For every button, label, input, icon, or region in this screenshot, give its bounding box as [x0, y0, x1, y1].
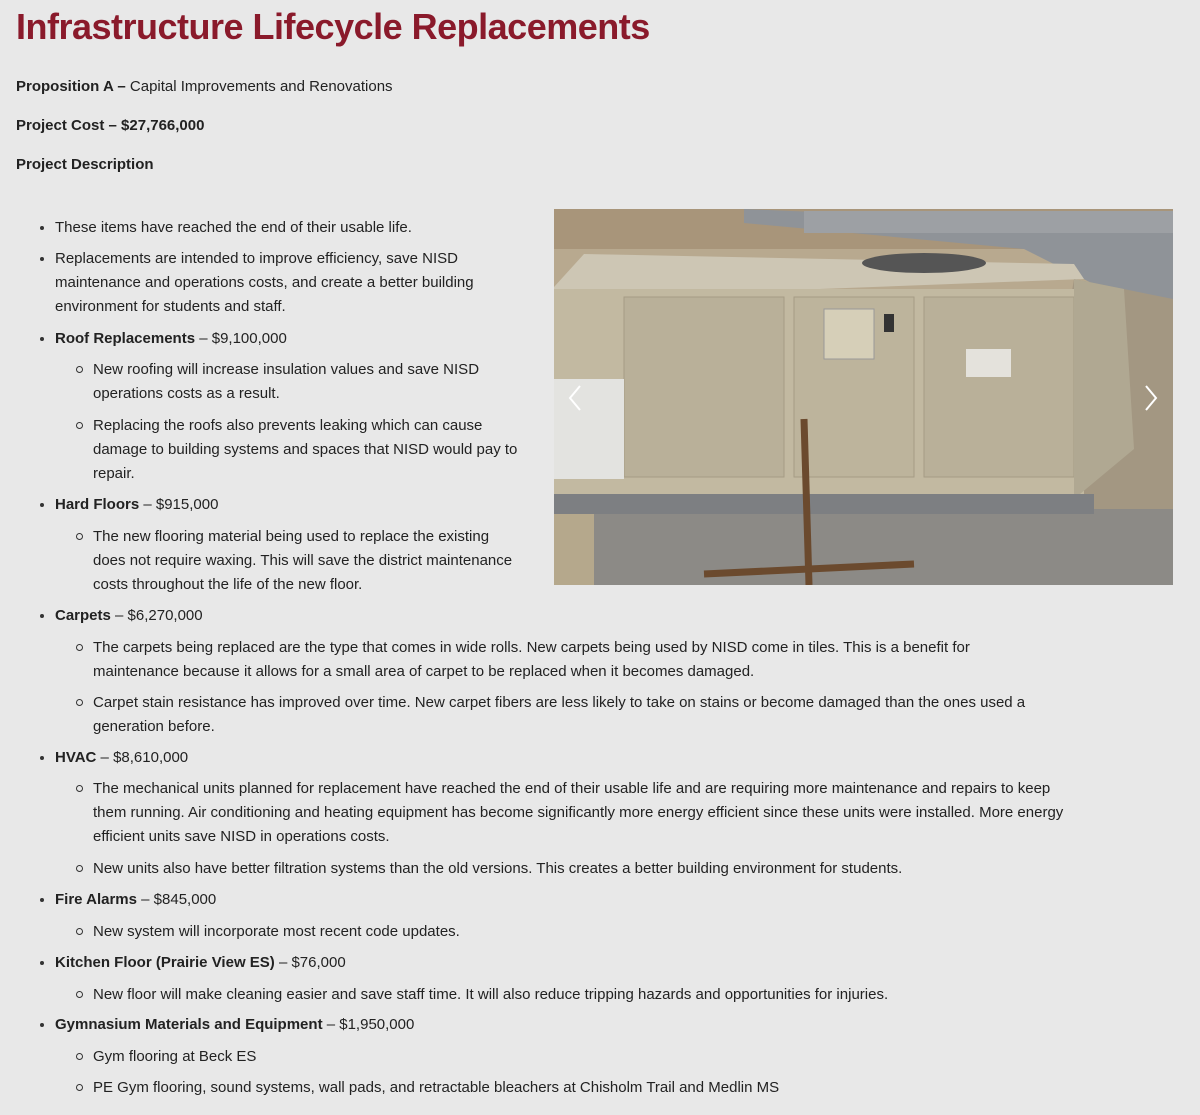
- page-title: Infrastructure Lifecycle Replacements: [16, 6, 650, 47]
- list-subitem: The new flooring material being used to replace the existing does not require waxing. This will save the district maintenance costs throughout the life of the new floor.: [93, 525, 523, 597]
- list-subitem: PE Gym flooring, sound systems, wall pads, and retractable bleachers at Chisholm Trail and Medlin MS: [93, 1076, 1093, 1100]
- item-cost: $9,100,000: [211, 330, 287, 347]
- list-item-gymnasium: Gymnasium Materials and Equipment – $1,950,000: [55, 1013, 955, 1037]
- list-subitem: The mechanical units planned for replacement have reached the end of their usable life and are requiring more maintenance and repairs to keep them running. Air conditioning and heating equipment has become significantly more energy efficient since these units were installed. More energy efficient units save NISD in operations costs.: [93, 777, 1068, 849]
- item-name: HVAC: [55, 749, 97, 766]
- carousel-image: [554, 209, 1173, 585]
- item-cost: $8,610,000: [113, 749, 189, 766]
- list-item-hvac: HVAC – $8,610,000: [55, 746, 955, 770]
- list-item-fire-alarms: Fire Alarms – $845,000: [55, 888, 955, 912]
- list-subitem: New floor will make cleaning easier and save staff time. It will also reduce tripping hazards and opportunities for injuries.: [93, 983, 1093, 1007]
- proposition-line: [16, 78, 393, 95]
- list-subitem: Gym flooring at Beck ES: [93, 1045, 1093, 1069]
- list-subitem: New roofing will increase insulation values and save NISD operations costs as a result.: [93, 358, 493, 406]
- list-item-carpets: Carpets – $6,270,000: [55, 604, 955, 628]
- item-cost: $915,000: [155, 496, 219, 513]
- project-cost-value: $27,766,000: [121, 117, 205, 134]
- item-cost: $845,000: [153, 891, 217, 908]
- project-cost-line: [16, 117, 204, 134]
- item-cost: $6,270,000: [127, 607, 203, 624]
- list-item: These items have reached the end of their usable life.: [55, 216, 515, 240]
- item-cost: $1,950,000: [339, 1016, 415, 1033]
- project-cost-label: Project Cost –: [16, 117, 117, 134]
- item-cost: $76,000: [291, 954, 346, 971]
- proposition-label: Proposition A –: [16, 78, 126, 95]
- project-description-heading: Project Description: [16, 156, 154, 173]
- item-name: Fire Alarms: [55, 891, 137, 908]
- list-item-roof: Roof Replacements – $9,100,000: [55, 327, 515, 351]
- item-name: Roof Replacements: [55, 330, 196, 347]
- list-subitem: Replacing the roofs also prevents leaking which can cause damage to building systems and spaces that NISD would pay to repair.: [93, 414, 533, 486]
- chevron-right-icon: [1143, 384, 1159, 412]
- list-subitem: New system will incorporate most recent code updates.: [93, 920, 1093, 944]
- carousel-next-button[interactable]: [1136, 376, 1166, 420]
- list-subitem: Carpet stain resistance has improved over time. New carpet fibers are less likely to take on stains or become damaged than the ones used a generation before.: [93, 691, 1043, 739]
- carousel-prev-button[interactable]: [560, 376, 590, 420]
- list-item-hard-floors: Hard Floors – $915,000: [55, 493, 515, 517]
- proposition-value: Capital Improvements and Renovations: [129, 78, 393, 95]
- list-item: Replacements are intended to improve efficiency, save NISD maintenance and operations costs, and create a better building environment for students and staff.: [55, 247, 495, 319]
- item-name: Carpets: [55, 607, 111, 624]
- item-name: Kitchen Floor (Prairie View ES): [55, 954, 275, 971]
- list-item-kitchen-floor: Kitchen Floor (Prairie View ES) – $76,000: [55, 951, 955, 975]
- item-name: Gymnasium Materials and Equipment: [55, 1016, 323, 1033]
- list-subitem: The carpets being replaced are the type that comes in wide rolls. New carpets being used by NISD come in tiles. This is a benefit for maintenance because it allows for a small area of carpet to be replaced when it becomes damaged.: [93, 636, 993, 684]
- list-subitem: New units also have better filtration systems than the old versions. This creates a better building environment for students.: [93, 857, 1093, 881]
- item-name: Hard Floors: [55, 496, 140, 513]
- chevron-left-icon: [567, 384, 583, 412]
